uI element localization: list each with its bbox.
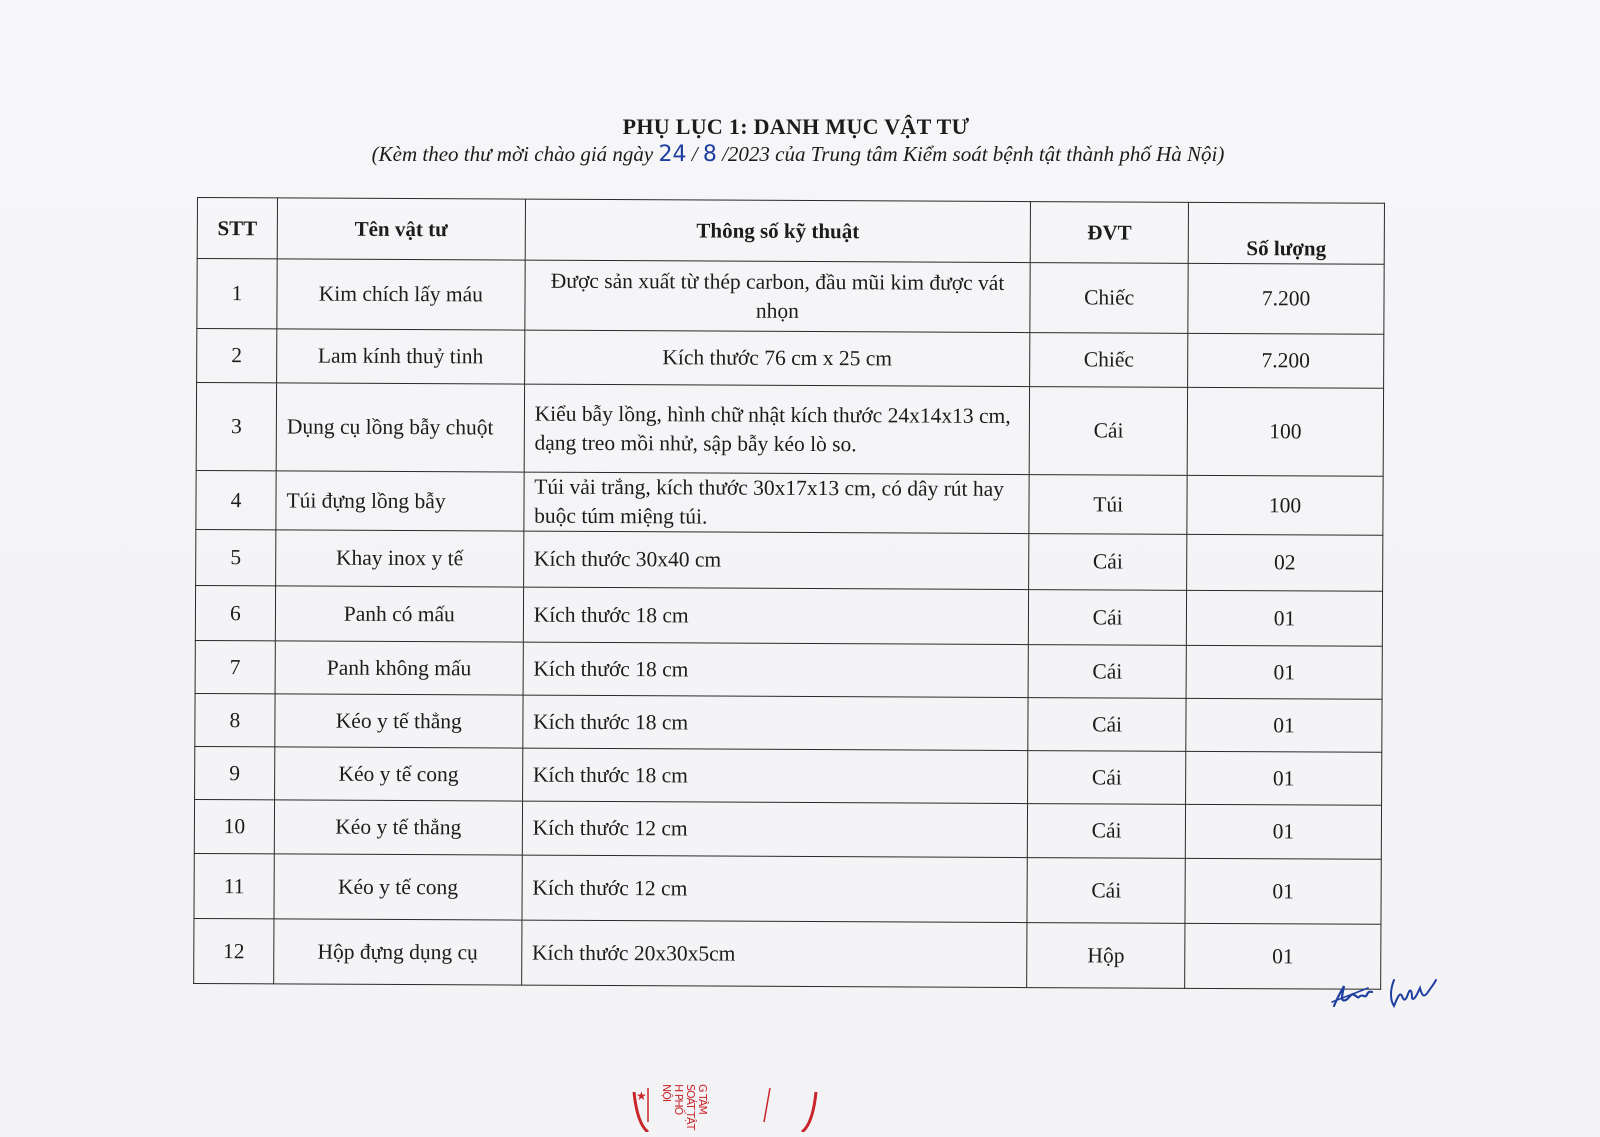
stamp-border-icon (630, 1082, 820, 1132)
cell-unit: Cái (1028, 804, 1186, 859)
table-row (196, 470, 1383, 535)
cell-unit: Cái (1027, 858, 1185, 924)
cell-stt: 4 (196, 470, 276, 529)
cell-qty: 01 (1186, 645, 1382, 699)
table-row (194, 853, 1381, 924)
header-name: Tên vật tư (277, 198, 525, 260)
svg-text:★: ★ (636, 1089, 647, 1103)
stamp-text: G TÂM SOÁT TẬT H PHỐ NỘI (660, 1084, 709, 1130)
cell-unit: Cái (1029, 534, 1187, 591)
cell-name: Panh có mấu (275, 586, 523, 642)
table-row (194, 799, 1381, 859)
table-row (194, 918, 1381, 989)
cell-qty: 01 (1185, 858, 1381, 924)
cell-spec: Kích thước 30x40 cm (523, 531, 1029, 589)
cell-spec: Kích thước 76 cm x 25 cm (524, 330, 1030, 386)
cell-unit: Chiếc (1030, 333, 1188, 388)
cell-name: Kéo y tế cong (274, 854, 522, 920)
cell-stt: 12 (194, 918, 274, 983)
table-row (196, 529, 1383, 591)
cell-qty: 01 (1186, 751, 1382, 805)
header-stt: STT (197, 198, 277, 259)
cell-qty: 100 (1187, 387, 1383, 476)
cell-unit: Cái (1028, 645, 1186, 699)
cell-stt: 7 (195, 640, 275, 693)
table-header-row (197, 198, 1384, 265)
table-row (197, 329, 1384, 389)
cell-stt: 5 (196, 529, 276, 585)
cell-stt: 11 (194, 853, 274, 918)
cell-name: Khay inox y tế (276, 530, 524, 587)
cell-qty: 02 (1187, 534, 1383, 591)
subtitle-suffix: /2023 của Trung tâm Kiểm soát bệnh tật thành phố Hà Nội) (716, 142, 1225, 166)
subtitle-prefix: (Kèm theo thư mời chào giá ngày (371, 142, 659, 166)
cell-unit: Cái (1028, 751, 1186, 805)
cell-unit: Cái (1029, 590, 1187, 646)
table-row (195, 585, 1382, 646)
cell-qty: 01 (1185, 804, 1381, 859)
handwritten-signature (1328, 966, 1448, 1016)
cell-name: Hộp đựng dụng cụ (274, 919, 522, 985)
official-stamp (630, 1082, 820, 1132)
cell-stt: 1 (197, 259, 277, 329)
cell-qty: 01 (1185, 923, 1381, 989)
cell-stt: 6 (195, 585, 275, 640)
cell-stt: 9 (195, 746, 275, 799)
cell-name: Kéo y tế thẳng (274, 800, 522, 855)
cell-spec: Kích thước 18 cm (522, 748, 1028, 803)
cell-name: Kim chích lấy máu (277, 259, 525, 330)
cell-name: Kéo y tế cong (275, 747, 523, 801)
cell-spec: Được sản xuất từ thép carbon, đầu mũi kim được vát nhọn (525, 260, 1031, 332)
cell-spec: Kích thước 12 cm (522, 801, 1028, 857)
cell-stt: 3 (196, 383, 276, 471)
handwritten-month: 8 (702, 142, 717, 167)
cell-spec: Kích thước 20x30x5cm (521, 920, 1027, 987)
table-row (195, 640, 1382, 699)
cell-unit: Cái (1029, 387, 1187, 476)
header-unit: ĐVT (1030, 202, 1188, 264)
table-row (195, 746, 1382, 805)
cell-stt: 2 (197, 329, 277, 383)
document-subtitle (0, 142, 1598, 167)
cell-name: Panh không mấu (275, 641, 523, 695)
cell-name: Dụng cụ lồng bẫy chuột (276, 383, 524, 472)
cell-qty: 100 (1187, 475, 1383, 535)
cell-spec: Kích thước 12 cm (522, 855, 1028, 922)
cell-name: Túi đựng lồng bẫy (276, 471, 524, 531)
table-row (197, 259, 1384, 335)
cell-spec: Kích thước 18 cm (523, 695, 1029, 750)
cell-spec: Túi vải trắng, kích thước 30x17x13 cm, có dây rút hay buộc túm miệng túi. (524, 472, 1030, 533)
document-title: PHỤ LỤC 1: DANH MỤC VẬT TƯ (622, 114, 970, 139)
cell-qty: 7.200 (1188, 263, 1384, 334)
cell-name: Kéo y tế thẳng (275, 694, 523, 748)
cell-qty: 01 (1186, 698, 1382, 752)
cell-spec: Kiểu bẫy lồng, hình chữ nhật kích thước 24x14x13 cm, dạng treo mồi nhử, sập bẫy kéo lò so. (524, 384, 1030, 474)
supplies-table (193, 197, 1385, 990)
cell-spec: Kích thước 18 cm (523, 587, 1029, 644)
cell-stt: 10 (194, 799, 274, 853)
cell-stt: 8 (195, 693, 275, 746)
header-spec: Thông số kỹ thuật (525, 199, 1031, 262)
handwritten-day: 24 (658, 142, 687, 167)
cell-unit: Túi (1029, 475, 1187, 535)
cell-qty: 01 (1186, 590, 1382, 646)
cell-spec: Kích thước 18 cm (523, 642, 1029, 697)
subtitle-separator: / (686, 142, 703, 166)
cell-qty: 7.200 (1188, 333, 1384, 388)
cell-name: Lam kính thuỷ tinh (277, 329, 525, 384)
table-row (196, 383, 1383, 477)
cell-unit: Chiếc (1030, 263, 1188, 334)
cell-unit: Cái (1028, 698, 1186, 752)
header-qty: Số lượng (1188, 202, 1384, 264)
table-row (195, 693, 1382, 752)
cell-unit: Hộp (1027, 923, 1185, 989)
document-heading (0, 114, 1600, 167)
